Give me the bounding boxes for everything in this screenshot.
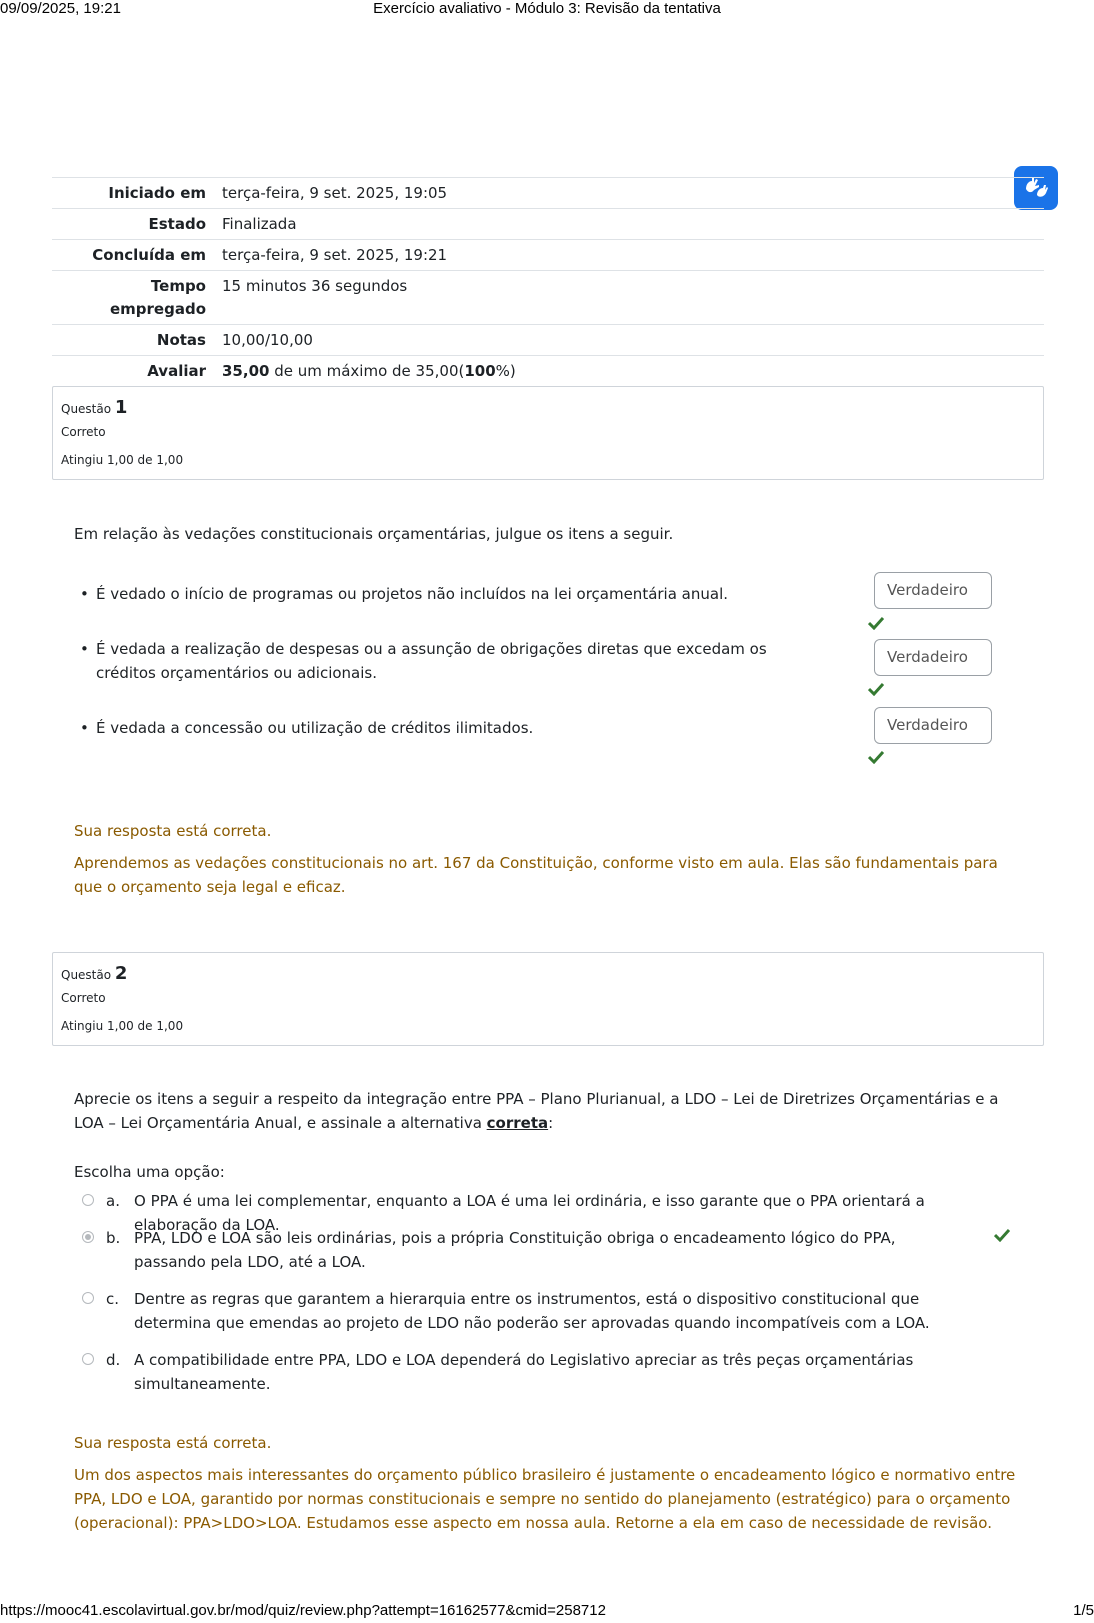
- summary-row: [52, 178, 1044, 209]
- attempt-summary-table: [52, 177, 1044, 386]
- answer-select[interactable]: Verdadeiro: [874, 707, 992, 744]
- correct-check-icon: [868, 616, 884, 630]
- grade-text: de um máximo de 35,00(: [269, 362, 465, 380]
- radio-button[interactable]: [82, 1353, 94, 1365]
- summary-label: Iniciado em: [52, 178, 214, 209]
- summary-label: Estado: [52, 209, 214, 240]
- question-number: [61, 397, 127, 418]
- grade-text-end: %): [495, 362, 516, 380]
- question-grade: Atingiu 1,00 de 1,00: [61, 453, 184, 467]
- general-feedback: Um dos aspectos mais interessantes do orçamento público brasileiro é justamente o encadeamento lógico e normativo entre PPA, LDO e LOA, garantido por normas constitucionais e sempre no sentido do planejamento (estratégico) para o orçamento (operacional): PPA>LDO>LOA. Estudamos esse aspecto em nossa aula. Retorne a ela em caso de necessidade de revisão.: [74, 1466, 1016, 1532]
- option-letter: c.: [106, 1290, 120, 1308]
- grade-percent: 100: [464, 362, 496, 380]
- answer-select[interactable]: Verdadeiro: [874, 572, 992, 609]
- choose-option-prompt: Escolha uma opção:: [74, 1163, 225, 1181]
- summary-row: [52, 356, 1044, 387]
- correct-check-icon: [868, 682, 884, 696]
- print-datetime: 09/09/2025, 19:21: [0, 0, 121, 17]
- question-grade: Atingiu 1,00 de 1,00: [61, 1019, 184, 1033]
- radio-button[interactable]: [82, 1292, 94, 1304]
- question-text-end: :: [548, 1114, 554, 1132]
- option-text: Dentre as regras que garantem a hierarquia entre os instrumentos, está o dispositivo constitucional que determina que emendas ao projeto de LDO não poderão ser aprovadas quando incompatíveis com a LOA.: [134, 1290, 930, 1332]
- item-text: É vedada a realização de despesas ou a assunção de obrigações diretas que excedam os créditos orçamentários ou adicionais.: [96, 640, 767, 682]
- option-letter: b.: [106, 1229, 121, 1247]
- question-state: Correto: [61, 991, 106, 1005]
- summary-row: [52, 209, 1044, 240]
- summary-row: [52, 325, 1044, 356]
- print-page-title: Exercício avaliativo - Módulo 3: Revisão da tentativa: [373, 0, 721, 17]
- summary-value: 10,00/10,00: [214, 325, 1044, 356]
- item-text: É vedada a concessão ou utilização de créditos ilimitados.: [96, 719, 534, 737]
- question-info-box: [52, 952, 1044, 1046]
- bullet: •: [80, 719, 89, 737]
- print-header: [0, 0, 1094, 20]
- summary-label: Concluída em: [52, 240, 214, 271]
- general-feedback: Aprendemos as vedações constitucionais no art. 167 da Constituição, conforme visto em aula. Elas são fundamentais para que o orçamento seja legal e eficaz.: [74, 854, 998, 896]
- summary-value: Finalizada: [214, 209, 1044, 240]
- summary-label: Tempo empregado: [52, 271, 214, 325]
- summary-value: [214, 356, 1044, 387]
- question-number-value: 2: [114, 963, 128, 984]
- bullet: •: [80, 640, 89, 658]
- print-url: https://mooc41.escolavirtual.gov.br/mod/quiz/review.php?attempt=16162577&cmid=258712: [0, 1602, 606, 1619]
- answer-select[interactable]: Verdadeiro: [874, 639, 992, 676]
- question-info-box: [52, 386, 1044, 480]
- option-text: O PPA é uma lei complementar, enquanto a LOA é uma lei ordinária, e isso garante que o PPA orientará a elaboração da LOA.: [134, 1192, 925, 1234]
- correct-check-icon: [994, 1228, 1010, 1242]
- feedback-status: Sua resposta está correta.: [74, 1434, 272, 1452]
- print-footer: [0, 1602, 1094, 1622]
- question-text: [74, 1087, 1014, 1135]
- grade-points: 35,00: [222, 362, 270, 380]
- print-page-number: 1/5: [1073, 1602, 1094, 1619]
- summary-value: 15 minutos 36 segundos: [214, 271, 1044, 325]
- option-letter: d.: [106, 1351, 121, 1369]
- question-prefix: Questão: [61, 968, 112, 982]
- option-letter: a.: [106, 1192, 120, 1210]
- option-text: A compatibilidade entre PPA, LDO e LOA dependerá do Legislativo apreciar as três peças orçamentárias simultaneamente.: [134, 1351, 914, 1393]
- question-number: [61, 963, 127, 984]
- radio-button-checked[interactable]: [82, 1231, 94, 1243]
- question-text-emphasis: correta: [486, 1114, 549, 1132]
- radio-button[interactable]: [82, 1194, 94, 1206]
- option-text: PPA, LDO e LOA são leis ordinárias, pois a própria Constituição obriga o encadeamento lógico do PPA, passando pela LDO, até a LOA.: [134, 1229, 896, 1271]
- question-number-value: 1: [114, 397, 128, 418]
- feedback-status: Sua resposta está correta.: [74, 822, 272, 840]
- bullet: •: [80, 585, 89, 603]
- question-text: Em relação às vedações constitucionais orçamentárias, julgue os itens a seguir.: [74, 525, 674, 543]
- summary-label: Avaliar: [52, 356, 214, 387]
- item-text: É vedado o início de programas ou projetos não incluídos na lei orçamentária anual.: [96, 585, 729, 603]
- summary-value: terça-feira, 9 set. 2025, 19:05: [214, 178, 1044, 209]
- summary-row: [52, 240, 1044, 271]
- question-text-part: Aprecie os itens a seguir a respeito da integração entre PPA – Plano Plurianual, a LDO – Lei de Diretrizes Orçamentárias e a LOA – Lei Orçamentária Anual, e assinale a alternativa: [74, 1090, 999, 1132]
- summary-row: [52, 271, 1044, 325]
- question-prefix: Questão: [61, 402, 112, 416]
- summary-label: Notas: [52, 325, 214, 356]
- question-state: Correto: [61, 425, 106, 439]
- summary-value: terça-feira, 9 set. 2025, 19:21: [214, 240, 1044, 271]
- correct-check-icon: [868, 750, 884, 764]
